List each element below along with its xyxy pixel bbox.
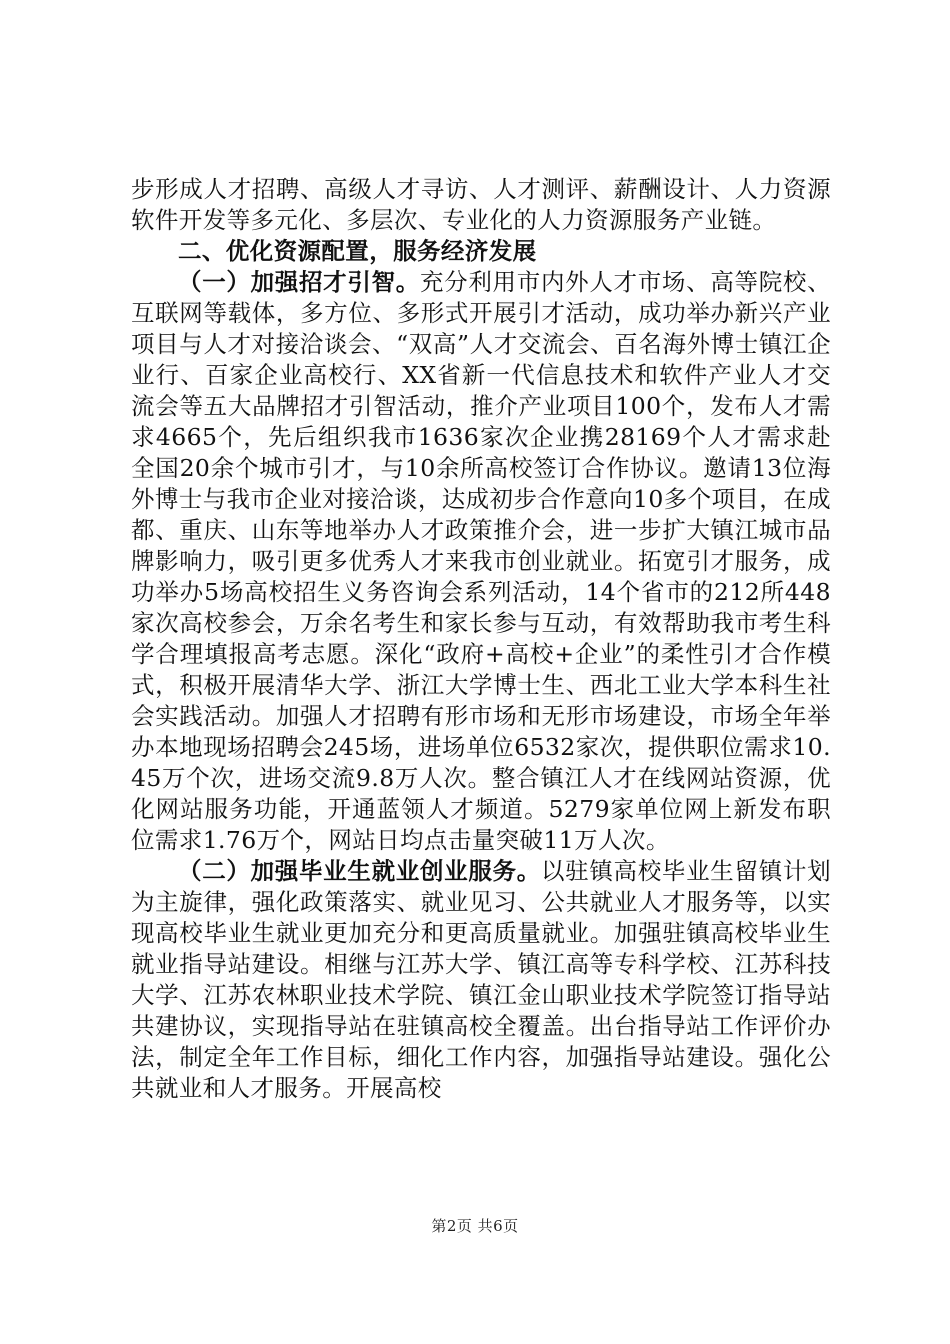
section-heading: 二、优化资源配置，服务经济发展 bbox=[178, 237, 537, 265]
paragraph-lead-title: （一）加强招才引智。 bbox=[178, 268, 420, 296]
continuation-paragraph: 步形成人才招聘、高级人才寻访、人才测评、薪酬设计、人力资源软件开发等多元化、多层次、专业化的人力资源服务产业链。 bbox=[131, 175, 831, 234]
paragraph-body-text: 以驻镇高校毕业生留镇计划为主旋律，强化政策落实、就业见习、公共就业人才服务等，以实现高校毕业生就业更加充分和更高质量就业。加强驻镇高校毕业生就业指导站建设。相继与江苏大学、镇江高等专科学校、江苏科技大学、江苏农林职业技术学院、镇江金山职业技术学院签订指导站共建协议，实现指导站在驻镇高校全覆盖。出台指导站工作评价办法，制定全年工作目标，细化工作内容，加强指导站建设。强化公共就业和人才服务。开展高校 bbox=[131, 857, 831, 1102]
page-footer: 第2页 共6页 bbox=[431, 1217, 519, 1235]
paragraph-talent-recruitment bbox=[131, 267, 831, 856]
paragraph-graduate-employment bbox=[131, 856, 831, 1104]
paragraph-body-text: 充分利用市内外人才市场、高等院校、互联网等载体，多方位、多形式开展引才活动，成功举办新兴产业项目与人才对接洽谈会、“双高”人才交流会、百名海外博士镇江企业行、百家企业高校行、XX省新一代信息技术和软件产业人才交流会等五大品牌招才引智活动，推介产业项目100个，发布人才需求4665个，先后组织我市1636家次企业携28169个人才需求赴全国20余个城市引才，与10余所高校签订合作协议。邀请13位海外博士与我市企业对接洽谈，达成初步合作意向10多个项目，在成都、重庆、山东等地举办人才政策推介会，进一步扩大镇江城市品牌影响力，吸引更多优秀人才来我市创业就业。拓宽引才服务，成功举办5场高校招生义务咨询会系列活动，14个省市的212所448家次高校参会，万余名考生和家长参与互动，有效帮助我市考生科学合理填报高考志愿。深化“政府+高校+企业”的柔性引才合作模式，积极开展清华大学、浙江大学博士生、西北工业大学本科生社会实践活动。加强人才招聘有形市场和无形市场建设，市场全年举办本地现场招聘会245场，进场单位6532家次，提供职位需求10.45万个次，进场交流9.8万人次。整合镇江人才在线网站资源，优化网站服务功能，开通蓝领人才频道。5279家单位网上新发布职位需求1.76万个，网站日均点击量突破11万人次。 bbox=[131, 268, 831, 854]
document-body bbox=[131, 174, 831, 1104]
paragraph-lead-title: （二）加强毕业生就业创业服务。 bbox=[178, 857, 541, 885]
